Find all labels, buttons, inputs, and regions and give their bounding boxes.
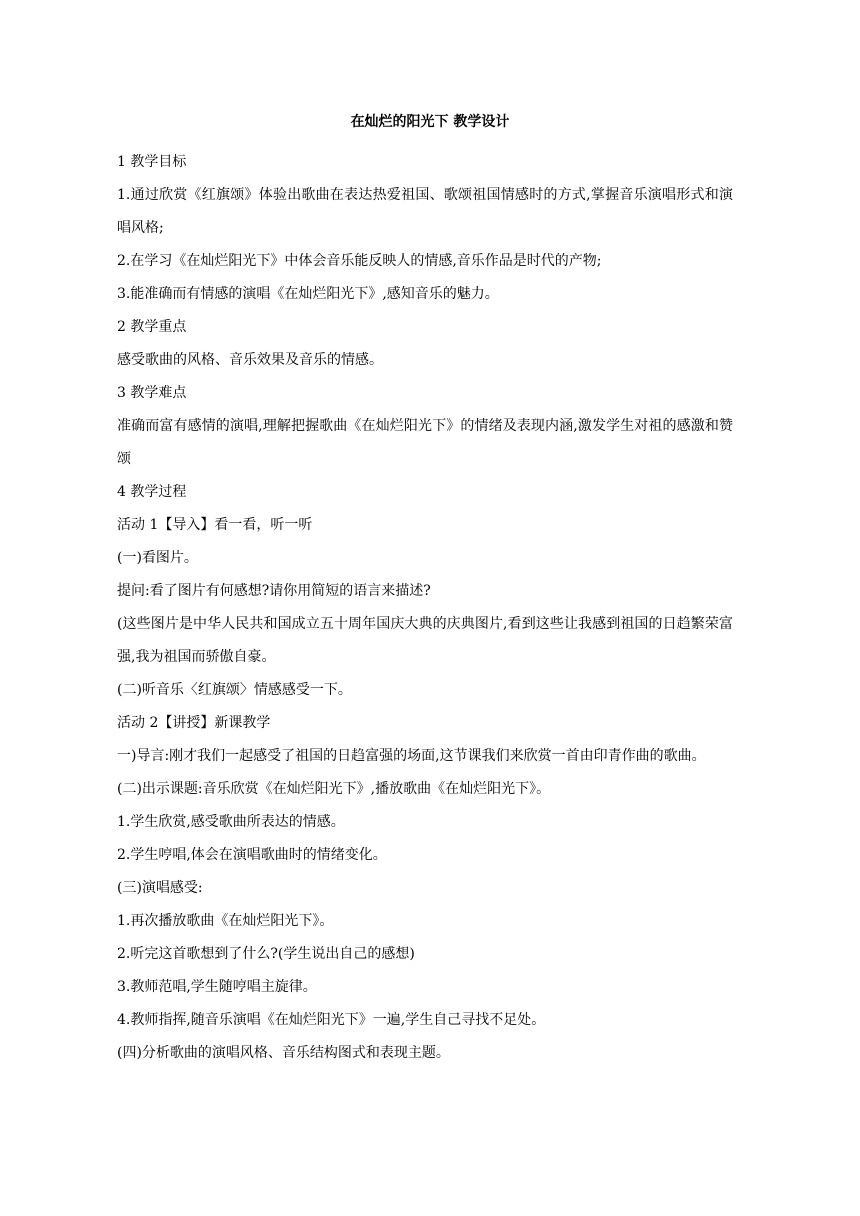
section-heading-key-points: 2 教学重点 xyxy=(117,319,187,335)
paragraph: 2.听完这首歌想到了什么?(学生说出自己的感想) xyxy=(117,946,415,962)
document-title: 在灿烂的阳光下 教学设计 xyxy=(350,114,510,130)
paragraph: (四)分析歌曲的演唱风格、音乐结构图式和表现主题。 xyxy=(117,1045,450,1061)
paragraph: 一)导言:刚才我们一起感受了祖国的日趋富强的场面,这节课我们来欣赏一首由印青作曲的歌曲。 xyxy=(117,748,706,764)
paragraph: 提问:看了图片有何感想?请你用简短的语言来描述? xyxy=(117,583,431,599)
paragraph: (一)看图片。 xyxy=(117,550,198,566)
paragraph: 2.在学习《在灿烂阳光下》中体会音乐能反映人的情感,音乐作品是时代的产物; xyxy=(117,253,602,269)
section-heading-process: 4 教学过程 xyxy=(117,484,187,500)
paragraph: 4.教师指挥,随音乐演唱《在灿烂阳光下》一遍,学生自己寻找不足处。 xyxy=(117,1012,546,1028)
document-body xyxy=(117,146,733,1070)
paragraph: 1.通过欣赏《红旗颂》体验出歌曲在表达热爱祖国、歌颂祖国情感时的方式,掌握音乐演唱形式和演唱风格; xyxy=(117,187,733,236)
paragraph: 准确而富有感情的演唱,理解把握歌曲《在灿烂阳光下》的情绪及表现内涵,激发学生对祖的感激和赞颂 xyxy=(117,418,733,467)
paragraph: (三)演唱感受: xyxy=(117,880,203,896)
section-heading-objectives: 1 教学目标 xyxy=(117,154,187,170)
paragraph: (这些图片是中华人民共和国成立五十周年国庆大典的庆典图片,看到这些让我感到祖国的日趋繁荣富强,我为祖国而骄傲自豪。 xyxy=(117,616,733,665)
activity-heading: 活动 2【讲授】新课教学 xyxy=(117,715,271,731)
paragraph: (二)听音乐〈红旗颂〉情感感受一下。 xyxy=(117,682,352,698)
paragraph: (二)出示课题:音乐欣赏《在灿烂阳光下》,播放歌曲《在灿烂阳光下》。 xyxy=(117,781,551,797)
paragraph: 2.学生哼唱,体会在演唱歌曲时的情绪变化。 xyxy=(117,847,387,863)
paragraph: 感受歌曲的风格、音乐效果及音乐的情感。 xyxy=(117,352,383,368)
paragraph: 1.学生欣赏,感受歌曲所表达的情感。 xyxy=(117,814,345,830)
paragraph: 1.再次播放歌曲《在灿烂阳光下》。 xyxy=(117,913,334,929)
paragraph: 3.教师范唱,学生随哼唱主旋律。 xyxy=(117,979,317,995)
section-heading-difficulties: 3 教学难点 xyxy=(117,385,187,401)
paragraph: 3.能准确而有情感的演唱《在灿烂阳光下》,感知音乐的魅力。 xyxy=(117,286,499,302)
activity-heading: 活动 1【导入】看一看，听一听 xyxy=(117,517,313,533)
